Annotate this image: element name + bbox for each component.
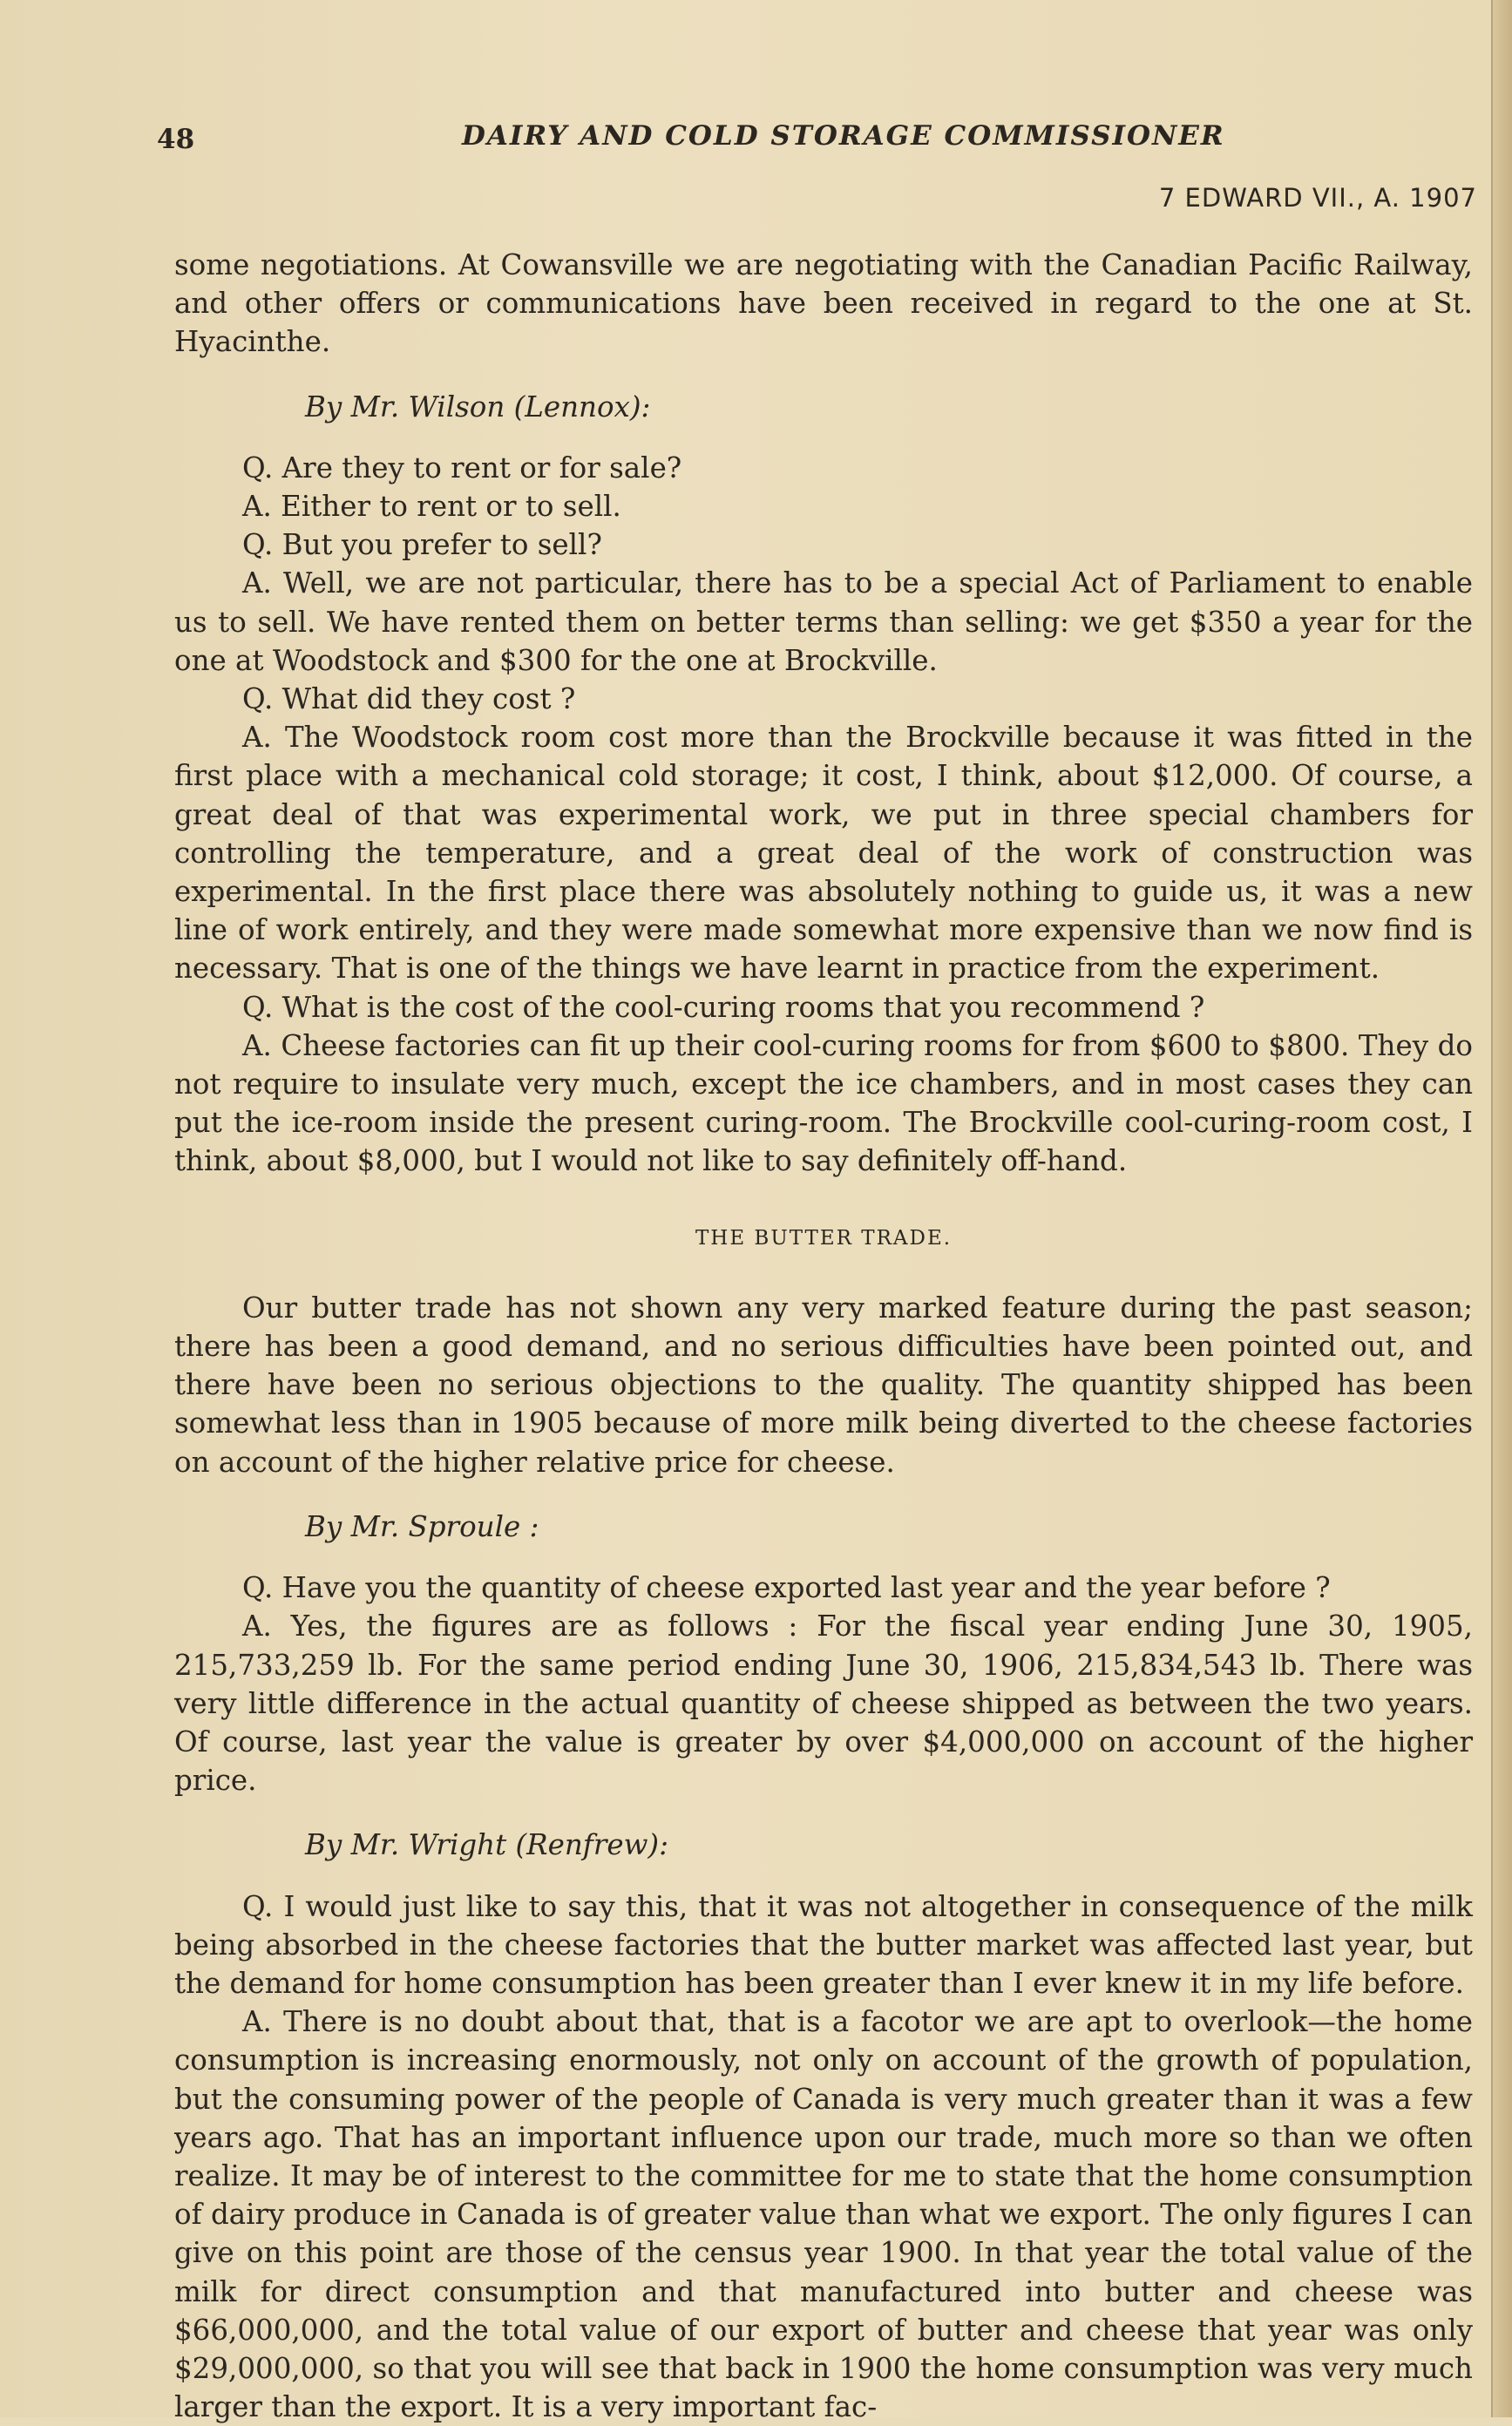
paragraph: some negotiations. At Cowansville we are negotiating with the Canadian Pacific Railway, and other offers or communications have been received in regard to the one at St. Hyacinthe. (174, 248, 1473, 359)
answer: A. Well, we are not particular, there has to be a special Act of Parliament to enable us to sell. We have rented them on better terms than selling: we get $350 a year for the one at Woodstock and $300 for the one at Brockville. (174, 566, 1473, 677)
page-header (157, 115, 1464, 167)
question: Q. Have you the quantity of cheese exported last year and the year before ? (242, 1571, 1331, 1605)
answer: A. Cheese factories can fit up their cool-curing rooms for from $600 to $800. They do not require to insulate very much, except the ice chambers, and in most cases they can put the ice-room inside the present curing-room. The Brockville cool-curing-room cost, I think, about $8,000, but I would not like to say definitely off-hand. (174, 1028, 1473, 1178)
question: Q. What is the cost of the cool-curing rooms that you recommend ? (242, 990, 1205, 1024)
page-edge-shadow (1491, 0, 1512, 2417)
speaker-line: By Mr. Sproule : (305, 1509, 539, 1543)
section-heading: THE BUTTER TRADE. (695, 1226, 953, 1250)
body-text (174, 246, 1473, 2426)
speaker-line: By Mr. Wright (Renfrew): (305, 1828, 669, 1862)
running-title: DAIRY AND COLD STORAGE COMMISSIONER (462, 120, 1225, 152)
answer: A. Either to rent or to sell. (242, 490, 621, 524)
answer: A. The Woodstock room cost more than the Brockville because it was fitted in the first place with a mechanical cold storage; it cost, I think, about $12,000. Of course, a great deal of that was experimental work, we put in three special chambers for controlling the temperature, and a great deal of the work of construction was experimental. In the first place there was absolutely nothing to guide us, it was a new line of work entirely, and they were made somewhat more expensive than we now find is necessary. That is one of the things we have learnt in practice from the experiment. (174, 721, 1473, 986)
answer: A. There is no doubt about that, that is a facotor we are apt to overlook—the home consumption is increasing enormously, not only on account of the growth of population, but the consuming power of the people of Canada is very much greater than it was a few years ago. That has an important influence upon our trade, much more so than we often realize. It may be of interest to the committee for me to state that the home consumption of dairy produce in Canada is of greater value than what we export. The only figures I can give on this point are those of the census year 1900. In that year the total value of the milk for direct consumption and that manufactured into butter and cheese was $66,000,000, and the total value of our export of butter and cheese that year was only $29,000,000, so that you will see that back in 1900 the home consumption was very much larger than the export. It is a very important fac- (174, 2005, 1473, 2424)
question: Q. What did they cost ? (242, 682, 576, 716)
speaker-line: By Mr. Wilson (Lennox): (305, 390, 651, 424)
answer: A. Yes, the figures are as follows : For the fiscal year ending June 30, 1905, 215,733,259 lb. For the same period ending June 30, 1906, 215,834,543 lb. There was very little difference in the actual quantity of cheese shipped as between the two years. Of course, last year the value is greater by over $4,000,000 on account of the higher price. (174, 1609, 1473, 1798)
question: Q. But you prefer to sell? (242, 528, 602, 562)
question: Q. I would just like to say this, that it was not altogether in consequence of the milk being absorbed in the cheese factories that the butter market was affected last year, but the demand for home consumption has been greater than I ever knew it in my life before. (174, 1889, 1473, 2000)
question: Q. Are they to rent or for sale? (242, 451, 682, 485)
edition-line: 7 EDWARD VII., A. 1907 (1158, 183, 1477, 213)
page-number: 48 (157, 124, 195, 155)
paragraph: Our butter trade has not shown any very marked feature during the past season; there has been a good demand, and no serious difficulties have been pointed out, and there have been no serious objections to the quality. The quantity shipped has been somewhat less than in 1905 because of more milk being diverted to the cheese factories on account of the higher relative price for cheese. (174, 1291, 1473, 1479)
